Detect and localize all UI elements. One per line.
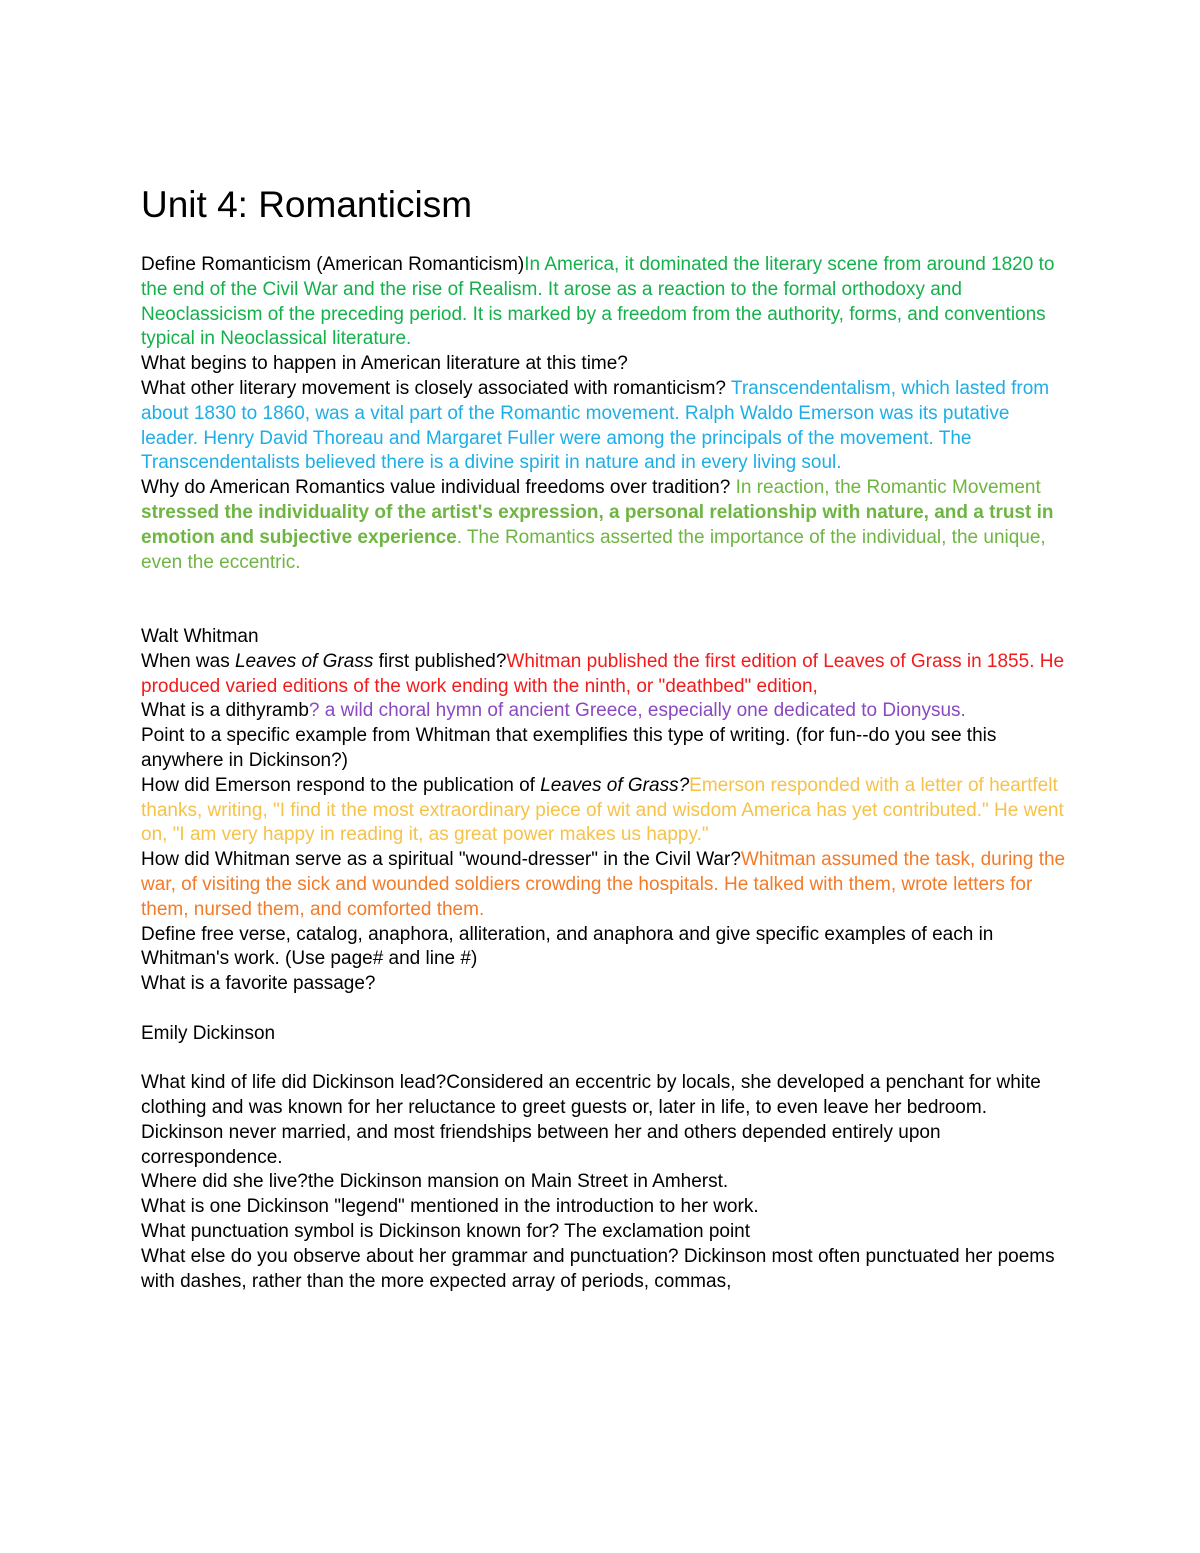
question-text: Why do American Romantics value individual freedoms over tradition?: [141, 477, 736, 499]
question-text: What kind of life did Dickinson lead?: [141, 1072, 447, 1094]
legend-item: [141, 1195, 1066, 1220]
answer-text: In America, it dominated the literary scene from around 1820 to the end of the Civil War and the rise of Realism. It arose as a reaction to the formal orthodoxy and Neoclassicism of the preceding period. It is marked by a freedom from the authority, forms, and conventions typical in Neoclassical literature.: [141, 254, 1055, 350]
spacer: [141, 575, 1066, 625]
answer-text: Emerson responded with a letter of heartfelt thanks, writing, "I find it the most extraordinary piece of wit and wisdom America has yet contributed." He went on, "I am very happy in reading it, as great power makes us happy.": [141, 774, 1064, 846]
question-text: What is a dithyramb: [141, 700, 309, 722]
question-text: What begins to happen in American literature at this time?: [141, 353, 628, 375]
favorite-passage-item: [141, 972, 1066, 997]
document-page: [141, 184, 1066, 1294]
emerson-item: [141, 774, 1066, 848]
answer-text: Considered an eccentric by locals, she developed a penchant for white clothing and was known for her reluctance to greet guests or, later in life, to even leave her bedroom. Dickinson never married, and most friendships between her and others depended entirely upon correspondence.: [141, 1072, 1041, 1168]
grammar-item: [141, 1245, 1066, 1295]
answer-text: Dickinson most often punctuated her poems with dashes, rather than the more expected array of periods, commas,: [141, 1245, 1055, 1292]
section-heading-dickinson: Emily Dickinson: [141, 1022, 276, 1044]
answer-bold-text: stressed the individuality of the artist's expression, a personal relationship with nature, and a trust in emotion and subjective experience: [141, 501, 1054, 548]
question-text: How did Whitman serve as a spiritual "wound-dresser" in the Civil War?: [141, 849, 741, 871]
dithyramb-item: [141, 699, 1066, 724]
answer-text: Whitman published the first edition of Leaves of Grass in 1855. He produced varied editions of the work ending with the ninth, or "deathbed" edition,: [141, 650, 1065, 697]
question-text: When was: [141, 650, 235, 672]
question-text: What is a favorite passage?: [141, 973, 376, 995]
question-text: How did Emerson respond to the publication of: [141, 774, 541, 796]
question-text: What else do you observe about her grammar and punctuation?: [141, 1245, 684, 1267]
answer-text: The exclamation point: [564, 1221, 751, 1243]
punctuation-item: [141, 1220, 1066, 1245]
spacer: [141, 1047, 1066, 1072]
published-item: [141, 650, 1066, 700]
individual-freedoms-item: [141, 476, 1066, 575]
literature-question-item: [141, 352, 1066, 377]
answer-text: . The Romantics asserted the importance of the individual, the unique, even the eccentric.: [141, 526, 1046, 573]
question-text: What other literary movement is closely associated with romanticism?: [141, 377, 731, 399]
question-text: Where did she live?: [141, 1171, 308, 1193]
question-text: Point to a specific example from Whitman that exemplifies this type of writing. (for fun--do you see this anywhere in Dickinson?): [141, 725, 997, 771]
page-title: Unit 4: Romanticism: [141, 184, 473, 225]
question-text: What punctuation symbol is Dickinson known for?: [141, 1221, 565, 1243]
answer-text: ? a wild choral hymn of ancient Greece, especially one dedicated to Dionysus.: [308, 700, 966, 722]
answer-text: Whitman assumed the task, during the war, of visiting the sick and wounded soldiers crowding the hospitals. He talked with them, wrote letters for them, nursed them, and comforted them.: [141, 849, 1066, 920]
answer-text: Transcendentalism, which lasted from about 1830 to 1860, was a vital part of the Romantic movement. Ralph Waldo Emerson was its putative leader. Henry David Thoreau and Margaret Fuller were among the principals of the movement. The Transcendentalists believed there is a divine spirit in nature and in every living soul.: [141, 377, 1050, 474]
spacer: [141, 997, 1066, 1022]
question-text: first published?: [373, 650, 507, 672]
residence-item: [141, 1170, 1066, 1195]
wound-dresser-item: [141, 848, 1066, 922]
book-title: Leaves of Grass: [234, 650, 374, 672]
example-item: [141, 724, 1066, 774]
define-romanticism-item: [141, 253, 1066, 352]
question-text: What is one Dickinson "legend" mentioned in the introduction to her work.: [141, 1196, 759, 1218]
question-text: Define free verse, catalog, anaphora, alliteration, and anaphora and give specific examples of each in Whitman's work. (Use page# and line #): [141, 923, 994, 970]
question-text: Define Romanticism (American Romanticism): [141, 254, 525, 275]
answer-text: the Dickinson mansion on Main Street in Amherst.: [307, 1171, 729, 1193]
answer-text: In reaction, the Romantic Movement: [735, 477, 1041, 499]
section-heading-whitman: Walt Whitman: [141, 625, 259, 647]
life-item: [141, 1071, 1066, 1170]
define-terms-item: [141, 923, 1066, 973]
movement-item: [141, 377, 1066, 476]
book-title: Leaves of Grass?: [540, 774, 690, 796]
